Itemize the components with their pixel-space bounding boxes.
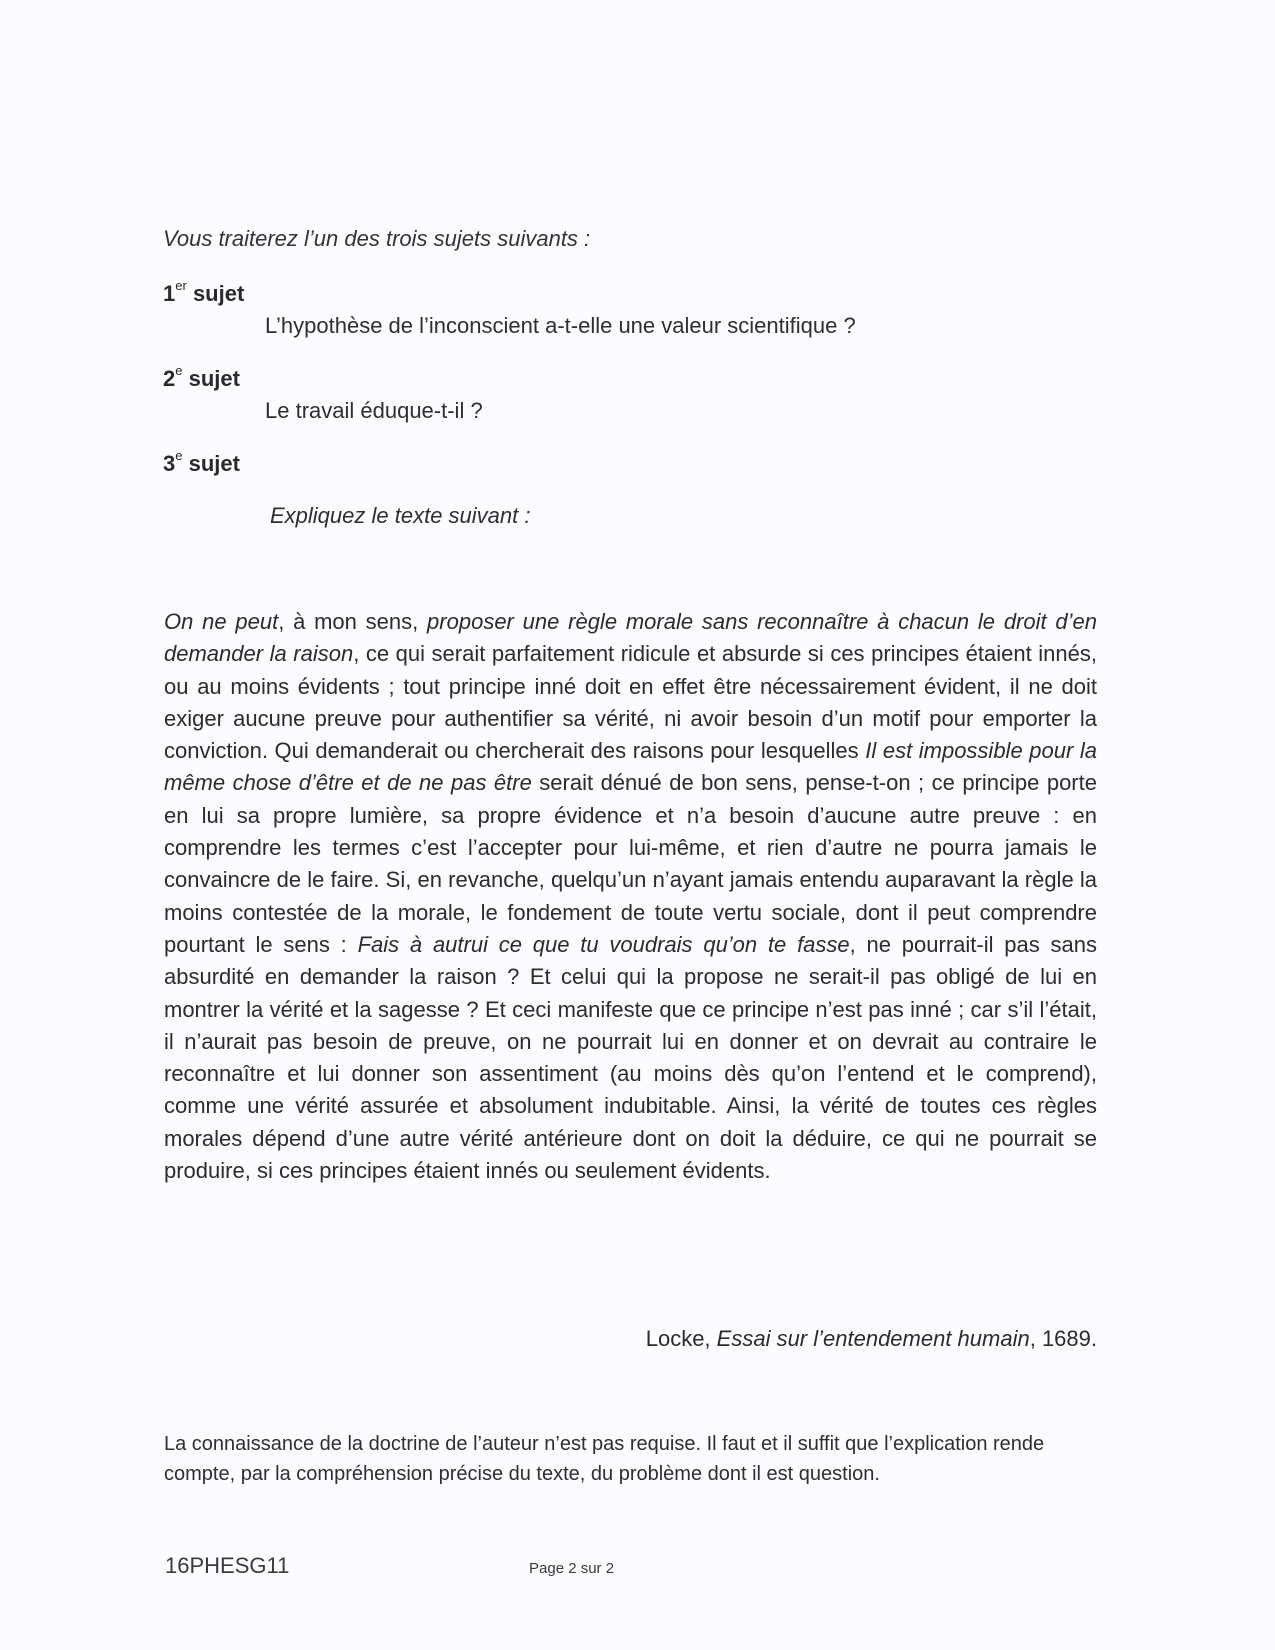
passage-segment-2: , à mon sens, <box>278 609 428 634</box>
exam-code: 16PHESG11 <box>165 1553 290 1578</box>
passage-segment-7: Fais à autrui ce que tu voudrais qu’on te fasse <box>357 931 850 957</box>
subject-3-number: 3 <box>163 451 176 476</box>
passage-segment-8: , ne pourrait-il pas sans absurdité en demander la raison ? Et celui qui la propose ne serait-il pas obligé de lui en montrer la vérité et la sagesse ? Et ceci manifeste que ce principe n’est pas inné ; car s’il l’était, il n’aurait pas besoin de preuve, on ne pourrait lui en donner et on devrait au contraire le reconnaître et lui donner son assentiment (au moins dès qu’on l’entend et le comprend), comme une vérité assurée et absolument indubitable. Ainsi, la vérité de toutes ces règles morales dépend d’une autre vérité antérieure dont on doit la déduire, ce qui ne pourrait se produire, si ces principes étaient innés ou seulement évidents. <box>164 931 1098 1184</box>
subject-2-question: Le travail éduque-t-il ? <box>265 398 483 423</box>
subject-3-label <box>163 448 240 477</box>
citation-work: Essai sur l’entendement humain <box>716 1326 1030 1351</box>
evaluation-note: La connaissance de la doctrine de l’auteur n’est pas requise. Il faut et il suffit que l’explication rende compte, par la compréhension précise du texte, du problème dont il est question. <box>164 1433 1045 1485</box>
passage-segment-1: On ne peut <box>164 609 279 634</box>
page-number: Page 2 sur 2 <box>529 1560 615 1577</box>
subject-3-instruction: Expliquez le texte suivant : <box>270 503 531 528</box>
subject-2-suffix: e <box>175 363 183 378</box>
subject-1-number: 1 <box>163 281 176 306</box>
citation-author: Locke, <box>645 1326 717 1351</box>
passage-segment-5: Il est impossible pour la même chose d’être et de ne pas être <box>164 738 1097 796</box>
subject-2-number: 2 <box>163 366 176 391</box>
subject-2-label <box>163 363 240 392</box>
passage-segment-4: , ce qui serait parfaitement ridicule et absurde si ces principes étaient innés, ou au moins évidents ; tout principe inné doit en effet être nécessairement évident, il ne doit exiger aucune preuve pour authentifier sa vérité, ni avoir besoin d’un motif pour emporter la conviction. Qui demanderait ou chercherait des raisons pour lesquelles <box>164 641 1097 764</box>
subject-2-word: sujet <box>188 366 240 391</box>
subject-1-word: sujet <box>192 281 245 306</box>
subject-1-label <box>163 278 245 307</box>
citation-year: , 1689. <box>1029 1326 1097 1351</box>
subject-1-question: L’hypothèse de l’inconscient a-t-elle une valeur scientifique ? <box>265 313 856 338</box>
passage-segment-3: proposer une règle morale sans reconnaître à chacun le droit d’en demander la raison <box>164 609 1097 667</box>
subject-3-suffix: e <box>175 448 183 463</box>
source-citation <box>646 1326 1097 1352</box>
instruction-text: Vous traiterez l’un des trois sujets suivants : <box>163 226 591 251</box>
subject-3-word: sujet <box>188 451 240 476</box>
subject-1-suffix: er <box>175 278 187 293</box>
passage-segment-6: serait dénué de bon sens, pense-t-on ; ce principe porte en lui sa propre lumière, sa propre évidence et n’a besoin d’aucune autre preuve : en comprendre les termes c’est l’accepter pour lui-même, et rien d’autre ne pourra jamais le convaincre de le faire. Si, en revanche, quelqu’un n’ayant jamais entendu auparavant la règle la moins contestée de la morale, le fondement de toute vertu sociale, dont il peut comprendre pourtant le sens : <box>164 770 1097 957</box>
text-passage <box>164 606 1097 1187</box>
